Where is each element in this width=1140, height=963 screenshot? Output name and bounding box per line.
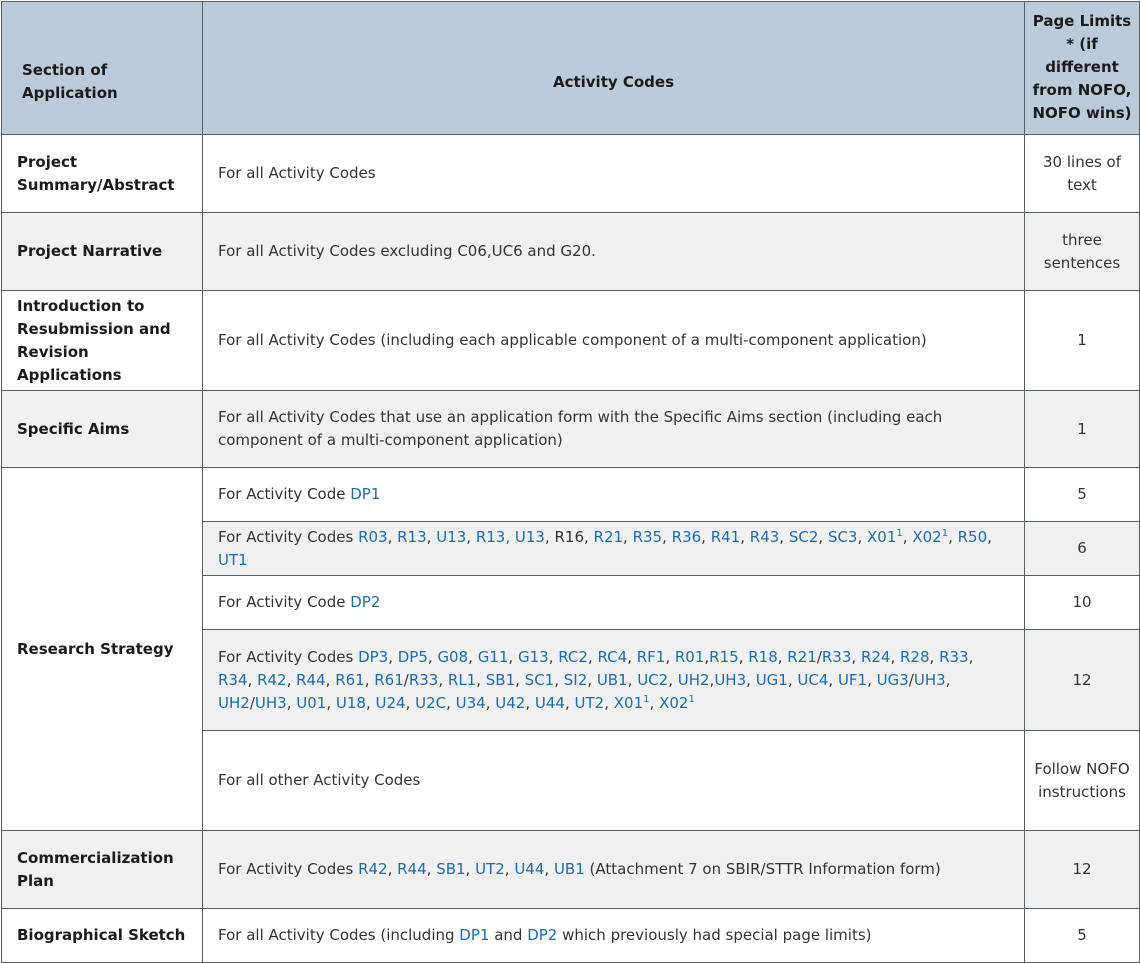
activity-code-link[interactable]: DP2 <box>527 926 558 944</box>
code-separator: / <box>403 670 409 689</box>
footnote-marker: 1 <box>941 527 949 539</box>
code-separator: , <box>325 670 336 689</box>
activity-code-link[interactable]: R35 <box>632 527 663 546</box>
code-separator: , <box>787 670 798 689</box>
activity-code-link[interactable]: UH2 <box>677 670 710 689</box>
activity-cell <box>203 468 1025 522</box>
code-separator: , <box>286 670 297 689</box>
activity-code-list <box>358 860 585 878</box>
code-separator: , R16, <box>544 527 594 546</box>
activity-code-link[interactable]: R61 <box>335 670 365 689</box>
section-cell: Research Strategy <box>2 468 203 831</box>
activity-code-link[interactable]: RL1 <box>447 670 477 689</box>
code-separator: , <box>468 647 478 666</box>
code-separator: , <box>665 647 675 666</box>
code-separator: , <box>701 527 711 546</box>
limit-cell: 1 <box>1025 391 1140 468</box>
code-separator: , <box>828 670 838 689</box>
activity-code-link[interactable]: U44 <box>534 693 565 712</box>
code-separator: , <box>544 860 554 878</box>
activity-code-link[interactable]: R21 <box>787 647 817 666</box>
activity-prefix: For Activity Codes <box>218 527 359 546</box>
footnote-marker: 1 <box>896 527 903 539</box>
header-section: Section of Application <box>2 2 203 135</box>
activity-code-link[interactable]: G08 <box>437 647 469 666</box>
activity-code-link[interactable]: R50 <box>957 527 988 546</box>
activity-code-link[interactable]: X01 <box>867 527 897 546</box>
activity-code-link[interactable]: UH3 <box>913 670 946 689</box>
code-separator: , <box>623 527 633 546</box>
limit-cell: Follow NOFO instructions <box>1025 731 1140 831</box>
activity-code-link[interactable]: R44 <box>296 670 326 689</box>
code-separator: , <box>427 647 438 666</box>
activity-code-link[interactable]: RC2 <box>558 647 588 666</box>
code-separator: , <box>525 693 535 712</box>
code-separator: , <box>387 860 398 878</box>
activity-code-link[interactable]: UF1 <box>837 670 868 689</box>
activity-code-link[interactable]: G11 <box>477 647 509 666</box>
activity-code-link[interactable]: R01 <box>674 647 705 666</box>
activity-prefix: For all Activity Codes (including <box>218 926 460 944</box>
code-separator: , <box>446 693 456 712</box>
activity-code-link[interactable]: U24 <box>375 693 406 712</box>
code-separator: , <box>465 860 476 878</box>
activity-prefix: For Activity Code <box>218 593 351 611</box>
activity-code-link[interactable]: DP1 <box>350 485 381 503</box>
activity-code-link[interactable]: UC2 <box>637 670 669 689</box>
code-separator: , <box>948 527 958 546</box>
activity-code-link[interactable]: R13, U13 <box>475 527 545 546</box>
activity-code-link[interactable]: R15 <box>709 647 739 666</box>
activity-code-link[interactable]: UC4 <box>797 670 829 689</box>
activity-code-link[interactable]: R41 <box>710 527 741 546</box>
code-separator: , <box>365 693 376 712</box>
code-separator: , <box>485 693 496 712</box>
activity-code-link[interactable]: UT1 <box>218 550 248 569</box>
code-separator: , <box>968 647 974 666</box>
code-separator: , <box>902 527 913 546</box>
code-separator: / <box>908 670 914 689</box>
activity-code-link[interactable]: DP2 <box>350 593 381 611</box>
activity-cell <box>203 831 1025 909</box>
code-separator: , <box>426 527 437 546</box>
code-separator: , <box>548 647 559 666</box>
activity-code-link[interactable]: R33 <box>939 647 969 666</box>
activity-code-link[interactable]: SC2 <box>788 527 819 546</box>
code-separator: , <box>649 693 660 712</box>
activity-code-link[interactable]: R03 <box>358 527 388 546</box>
activity-code-link[interactable]: SB1 <box>485 670 516 689</box>
section-cell: Introduction to Resubmission and Revision Applications <box>2 291 203 391</box>
code-separator: , <box>504 860 515 878</box>
code-separator: , <box>587 670 597 689</box>
activity-code-link[interactable]: UT2 <box>475 860 505 878</box>
code-separator: , <box>554 670 564 689</box>
activity-code-link[interactable]: U34 <box>455 693 486 712</box>
activity-code-link[interactable]: RC4 <box>597 647 628 666</box>
activity-prefix: For Activity Codes <box>218 647 359 666</box>
code-separator: , <box>627 647 637 666</box>
activity-code-link[interactable]: R34 <box>218 670 248 689</box>
activity-code-link[interactable]: R43 <box>749 527 780 546</box>
limit-cell: 5 <box>1025 468 1140 522</box>
activity-code-link[interactable]: X02 <box>659 693 689 712</box>
activity-code-link[interactable]: X02 <box>912 527 942 546</box>
activity-code-link[interactable]: R28 <box>900 647 930 666</box>
activity-code-link[interactable]: UT2 <box>574 693 605 712</box>
section-cell: Specific Aims <box>2 391 203 468</box>
code-separator: / <box>249 693 255 712</box>
table-header-row <box>2 2 1140 135</box>
code-separator: , <box>857 527 868 546</box>
activity-cell: For all Activity Codes that use an application form with the Specific Aims section (including each component of a multi-component application) <box>203 391 1025 468</box>
code-separator: , <box>818 527 828 546</box>
code-separator: , <box>851 647 861 666</box>
activity-code-link[interactable]: U44 <box>514 860 545 878</box>
table-row <box>2 135 1140 213</box>
activity-code-link[interactable]: R36 <box>671 527 702 546</box>
activity-prefix: For Activity Codes <box>218 860 359 878</box>
activity-code-link[interactable]: SC3 <box>827 527 858 546</box>
section-cell: Commercialization Plan <box>2 831 203 909</box>
code-separator: , <box>929 647 940 666</box>
section-cell: Project Summary/Abstract <box>2 135 203 213</box>
activity-cell: For all other Activity Codes <box>203 731 1025 831</box>
limit-cell: 12 <box>1025 630 1140 731</box>
code-separator: , <box>364 670 375 689</box>
activity-suffix: (Attachment 7 on SBIR/STTR Information form) <box>584 860 941 878</box>
limit-cell: 10 <box>1025 576 1140 630</box>
activity-cell: For all Activity Codes excluding C06,UC6 and G20. <box>203 213 1025 291</box>
activity-code-link[interactable]: R24 <box>860 647 891 666</box>
section-cell: Biographical Sketch <box>2 909 203 963</box>
activity-mid: and <box>489 926 528 944</box>
activity-cell: For all Activity Codes <box>203 135 1025 213</box>
footnote-marker: 1 <box>688 693 695 705</box>
activity-code-link[interactable]: U18 <box>335 693 366 712</box>
activity-code-link[interactable]: UH2 <box>218 693 250 712</box>
code-separator: , <box>779 527 789 546</box>
activity-code-link[interactable]: DP3 <box>358 647 389 666</box>
code-separator: , <box>564 693 575 712</box>
code-separator: , <box>508 647 518 666</box>
activity-code-link[interactable]: UB1 <box>553 860 585 878</box>
activity-code-link[interactable]: R21 <box>593 527 624 546</box>
activity-cell <box>203 909 1025 963</box>
code-separator: , <box>438 670 448 689</box>
limit-cell: 6 <box>1025 522 1140 576</box>
activity-code-link[interactable]: R18 <box>748 647 778 666</box>
activity-code-link[interactable]: UG1 <box>755 670 788 689</box>
activity-code-link[interactable]: R33 <box>821 647 852 666</box>
table-row <box>2 213 1140 291</box>
activity-code-link[interactable]: RF1 <box>636 647 666 666</box>
code-separator: , <box>987 527 992 546</box>
activity-code-link[interactable]: UB1 <box>596 670 628 689</box>
activity-prefix: For Activity Code <box>218 485 351 503</box>
activity-code-link[interactable]: UH3 <box>714 670 747 689</box>
activity-code-link[interactable]: R13 <box>397 527 427 546</box>
code-separator: , <box>405 693 416 712</box>
activity-code-link[interactable]: X01 <box>613 693 644 712</box>
code-separator: , <box>867 670 877 689</box>
activity-code-link[interactable]: R44 <box>397 860 427 878</box>
code-separator: , <box>662 527 672 546</box>
code-separator: , <box>777 647 788 666</box>
limit-cell: 30 lines of text <box>1025 135 1140 213</box>
activity-code-link[interactable]: SB1 <box>436 860 466 878</box>
activity-code-link[interactable]: U01 <box>296 693 327 712</box>
code-separator: , <box>709 670 715 689</box>
activity-code-link[interactable]: U13 <box>436 527 467 546</box>
code-separator: , <box>587 647 598 666</box>
code-separator: , <box>247 670 258 689</box>
header-page-limits: Page Limits * (if different from NOFO, NOFO wins) <box>1025 2 1140 135</box>
activity-code-link[interactable]: R61 <box>374 670 404 689</box>
code-separator: , <box>286 693 297 712</box>
code-separator: , <box>668 670 678 689</box>
code-separator: , <box>426 860 437 878</box>
activity-cell: For all Activity Codes (including each applicable component of a multi-component application) <box>203 291 1025 391</box>
code-separator: , <box>627 670 638 689</box>
activity-code-link[interactable]: U2C <box>415 693 447 712</box>
table-row <box>2 831 1140 909</box>
activity-code-link[interactable]: DP5 <box>397 647 428 666</box>
limit-cell: 12 <box>1025 831 1140 909</box>
activity-cell <box>203 576 1025 630</box>
code-separator: / <box>816 647 822 666</box>
code-separator: , <box>388 647 398 666</box>
limit-cell: 5 <box>1025 909 1140 963</box>
table-row <box>2 468 1140 522</box>
activity-cell <box>203 522 1025 576</box>
activity-code-link[interactable]: R42 <box>358 860 388 878</box>
activity-code-link[interactable]: R42 <box>257 670 287 689</box>
activity-code-link[interactable]: UH3 <box>254 693 287 712</box>
code-separator: , <box>945 670 951 689</box>
header-activity-codes: Activity Codes <box>203 2 1025 135</box>
activity-code-link[interactable]: U42 <box>495 693 526 712</box>
activity-code-link[interactable]: SI2 <box>563 670 588 689</box>
code-separator: , <box>704 647 710 666</box>
page-limits-table <box>1 1 1140 963</box>
code-separator: , <box>515 670 525 689</box>
limit-cell: 1 <box>1025 291 1140 391</box>
code-separator: , <box>387 527 398 546</box>
code-separator: , <box>738 647 749 666</box>
activity-code-link[interactable]: SC1 <box>524 670 555 689</box>
activity-code-link[interactable]: R33 <box>408 670 439 689</box>
code-separator: , <box>740 527 750 546</box>
code-separator: , <box>746 670 756 689</box>
code-separator: , <box>476 670 486 689</box>
activity-code-link[interactable]: G13 <box>517 647 549 666</box>
table-row <box>2 909 1140 963</box>
activity-code-link[interactable]: DP1 <box>459 926 490 944</box>
code-separator: , <box>890 647 900 666</box>
activity-cell <box>203 630 1025 731</box>
table-row <box>2 291 1140 391</box>
limit-cell: three sentences <box>1025 213 1140 291</box>
table-row <box>2 391 1140 468</box>
code-separator: , <box>466 527 476 546</box>
activity-code-link[interactable]: UG3 <box>876 670 909 689</box>
activity-suffix: which previously had special page limits) <box>557 926 872 944</box>
code-separator: , <box>604 693 614 712</box>
footnote-marker: 1 <box>643 693 650 705</box>
code-separator: , <box>326 693 336 712</box>
section-cell: Project Narrative <box>2 213 203 291</box>
